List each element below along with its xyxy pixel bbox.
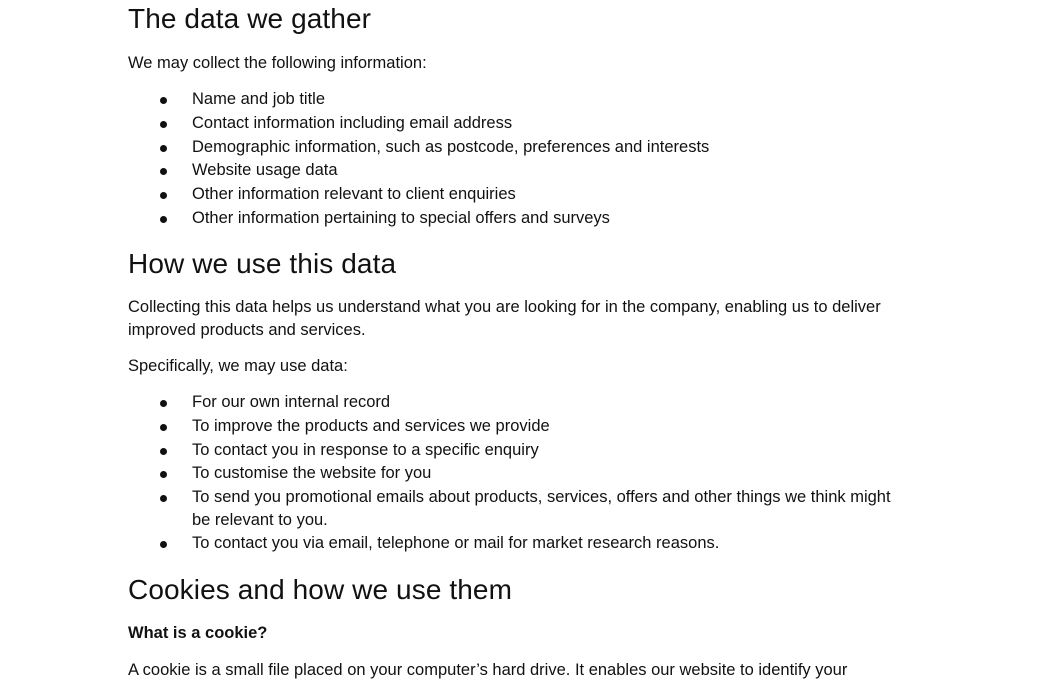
- list-item: Contact information including email address: [128, 112, 938, 136]
- list-item: To contact you via email, telephone or mail for market research reasons.: [128, 532, 938, 556]
- list-item: Other information relevant to client enquiries: [128, 183, 938, 207]
- heading-data-we-gather: The data we gather: [128, 3, 372, 34]
- heading-cookies: Cookies and how we use them: [128, 574, 513, 605]
- bullet-icon: [160, 541, 167, 548]
- list-item: Name and job title: [128, 88, 938, 112]
- list-item: Other information pertaining to special offers and surveys: [128, 207, 938, 231]
- list-item: To customise the website for you: [128, 462, 938, 486]
- bullet-icon: [160, 471, 167, 478]
- bullet-icon: [160, 97, 167, 104]
- gather-intro: We may collect the following information:: [128, 54, 427, 72]
- list-item: To improve the products and services we provide: [128, 415, 938, 439]
- use-list: [128, 391, 938, 556]
- bullet-icon: [160, 495, 167, 502]
- heading-how-we-use-data: How we use this data: [128, 248, 397, 279]
- bullet-icon: [160, 145, 167, 152]
- use-paragraph-line-1: Collecting this data helps us understand what you are looking for in the company, enabling us to deliver: [128, 298, 881, 316]
- use-intro: Specifically, we may use data:: [128, 357, 348, 375]
- gather-list: [128, 88, 938, 231]
- bullet-icon: [160, 121, 167, 128]
- bullet-icon: [160, 192, 167, 199]
- bullet-icon: [160, 448, 167, 455]
- list-item: For our own internal record: [128, 391, 938, 415]
- list-item: Demographic information, such as postcode, preferences and interests: [128, 136, 938, 160]
- list-item: To send you promotional emails about products, services, offers and other things we think might be relevant to you.: [128, 486, 938, 532]
- list-item: Website usage data: [128, 159, 938, 183]
- bullet-icon: [160, 168, 167, 175]
- bullet-icon: [160, 424, 167, 431]
- use-paragraph-line-2: improved products and services.: [128, 321, 366, 339]
- list-item: To contact you in response to a specific enquiry: [128, 439, 938, 463]
- cookie-subheading: What is a cookie?: [128, 624, 268, 642]
- bullet-icon: [160, 400, 167, 407]
- cookie-paragraph: A cookie is a small file placed on your computer’s hard drive. It enables our website to identify your: [128, 661, 848, 679]
- bullet-icon: [160, 216, 167, 223]
